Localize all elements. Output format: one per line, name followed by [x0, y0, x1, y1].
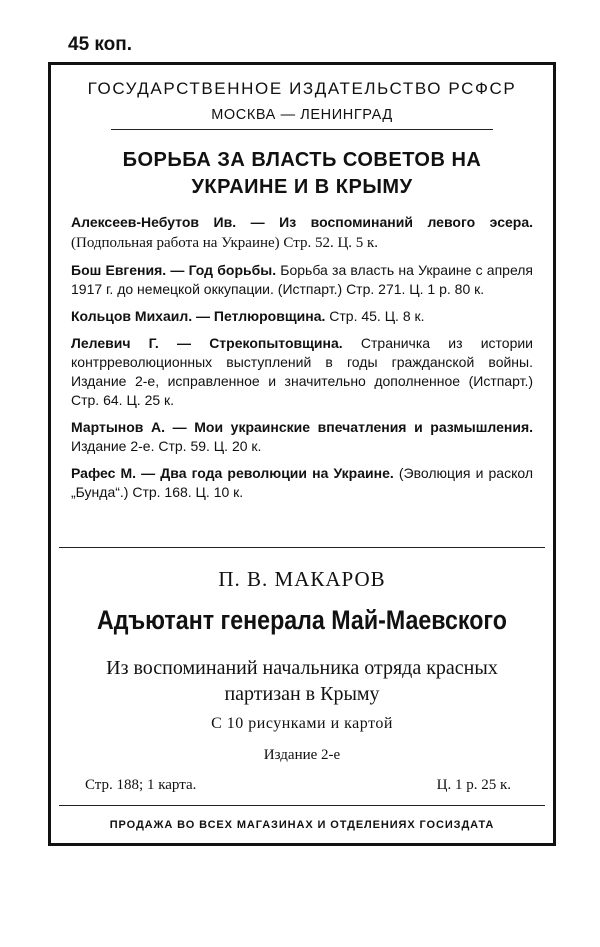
- book-author: Кольцов Михаил.: [71, 308, 193, 324]
- book-entry: [71, 261, 533, 299]
- feature-edition: Издание 2-е: [263, 747, 341, 763]
- book-entry: [71, 464, 533, 502]
- book-title: Год борьбы.: [188, 262, 277, 278]
- book-dash: —: [136, 465, 161, 481]
- book-details: Стр. 45. Ц. 8 к.: [325, 308, 425, 324]
- section-title-line: УКРАИНЕ И В КРЫМУ: [191, 176, 413, 198]
- section-title-line: БОРЬБА ЗА ВЛАСТЬ СОВЕТОВ НА: [122, 149, 482, 171]
- feature-subtitle: [51, 655, 553, 707]
- book-author: Лелевич Г.: [71, 335, 159, 351]
- book-details: Борьба за власть на Украине с апреля 1917 г. до немецкой оккупации. (Истпарт.) Стр. 271. Ц. 1 р. 80 к.: [71, 262, 534, 297]
- price-label: 45 коп.: [68, 34, 133, 55]
- book-title: Стрекопытовщина.: [209, 335, 343, 351]
- feature-pages: Стр. 188; 1 карта.: [85, 777, 197, 793]
- book-dash: —: [165, 419, 195, 435]
- feature-author: П. В. МАКАРОВ: [218, 567, 386, 591]
- book-author: Мартынов А.: [71, 419, 166, 435]
- book-title: Два года революции на Украине.: [160, 465, 394, 481]
- book-title: Из воспоминаний левого эсера.: [279, 214, 534, 230]
- book-dash: —: [166, 262, 189, 278]
- book-author: Бош Евгения.: [71, 262, 167, 278]
- book-dash: —: [158, 335, 210, 351]
- advertisement-frame: [48, 62, 556, 846]
- book-entry: [71, 418, 533, 456]
- publisher-cities: МОСКВА — ЛЕНИНГРАД: [211, 107, 393, 123]
- book-author: Рафес М.: [71, 465, 137, 481]
- publisher-name: ГОСУДАРСТВЕННОЕ ИЗДАТЕЛЬСТВО РСФСР: [87, 79, 517, 98]
- divider: [59, 547, 545, 548]
- divider: [59, 805, 545, 806]
- book-entry: [71, 334, 533, 410]
- book-title: Мои украинские впечатления и размышления.: [194, 419, 534, 435]
- book-dash: —: [192, 308, 214, 324]
- book-author: Алексеев-Небутов Ив.: [71, 214, 237, 230]
- feature-subtitle-line: партизан в Крыму: [224, 683, 380, 705]
- footer-note: ПРОДАЖА ВО ВСЕХ МАГАЗИНАХ И ОТДЕЛЕНИЯХ ГОСИЗДАТА: [109, 819, 495, 831]
- book-title: Петлюровщина.: [213, 308, 326, 324]
- book-details: (Подпольная работа на Украине) Стр. 52. Ц. 5 к.: [71, 235, 379, 251]
- book-list: [71, 213, 533, 510]
- book-entry: [71, 307, 533, 326]
- feature-title: Адъютант генерала Май-Маевского: [97, 605, 507, 635]
- feature-cost: Ц. 1 р. 25 к.: [436, 777, 511, 793]
- section-title: [51, 147, 553, 201]
- book-details: Издание 2-е. Стр. 59. Ц. 20 к.: [71, 438, 262, 454]
- feature-illustrations: С 10 рисунками и картой: [211, 715, 393, 732]
- feature-subtitle-line: Из воспоминаний начальника отряда красных: [106, 657, 498, 679]
- book-entry: [71, 213, 533, 253]
- book-dash: —: [236, 214, 280, 230]
- divider: [111, 129, 493, 130]
- book-details: Страничка из истории контрреволюционных выступлений в годы гражданской войны. Издание 2-е, исправленное и значительно дополненное (Истпарт.) Стр. 64. Ц. 25 к.: [71, 335, 534, 408]
- book-details: (Эволюция и раскол „Бунда“.) Стр. 168. Ц. 10 к.: [71, 465, 533, 500]
